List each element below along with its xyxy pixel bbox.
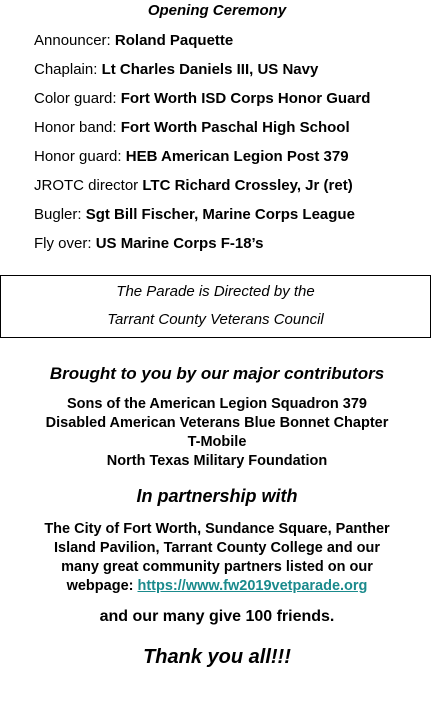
role-name: HEB American Legion Post 379: [125, 148, 349, 165]
contributors-heading: Brought to you by our major contributors: [49, 364, 385, 383]
partnership-heading: In partnership with: [136, 486, 298, 506]
role-label: Color guard:: [34, 90, 117, 107]
partnership-line-4: [0, 577, 434, 596]
parade-website-link[interactable]: https://www.fw2019vetparade.org: [137, 578, 368, 594]
role-label: Fly over:: [34, 235, 92, 252]
role-name: Roland Paquette: [114, 32, 234, 49]
role-row-bugler: [34, 204, 434, 233]
role-label: JROTC director: [34, 177, 139, 194]
parade-director-box: [0, 275, 431, 338]
role-row-chaplain: [34, 59, 434, 88]
role-name: Fort Worth Paschal High School: [120, 119, 350, 136]
role-name: LTC Richard Crossley, Jr (ret): [142, 177, 353, 194]
contributor-item: T-Mobile: [187, 434, 247, 450]
role-name: Fort Worth ISD Corps Honor Guard: [120, 90, 371, 107]
role-name: Sgt Bill Fischer, Marine Corps League: [85, 206, 355, 223]
parade-line-1: The Parade is Directed by the: [116, 283, 315, 300]
partnership-text: [0, 520, 434, 596]
role-name: Lt Charles Daniels III, US Navy: [101, 61, 319, 78]
role-row-announcer: [34, 30, 434, 59]
role-label: Chaplain:: [34, 61, 98, 78]
webpage-prefix: webpage:: [66, 578, 138, 594]
thank-you-line: Thank you all!!!: [143, 646, 291, 668]
role-name: US Marine Corps F-18’s: [95, 235, 264, 252]
role-row-honor-band: [34, 117, 434, 146]
partnership-line-1: The City of Fort Worth, Sundance Square, Panther: [44, 521, 390, 537]
contributor-item: Sons of the American Legion Squadron 379: [67, 396, 367, 412]
role-row-color-guard: [34, 88, 434, 117]
role-row-honor-guard: [34, 146, 434, 175]
partnership-line-2: Island Pavilion, Tarrant County College and our: [53, 540, 381, 556]
role-row-fly-over: [34, 233, 434, 262]
contributors-list: [0, 395, 434, 471]
role-label: Bugler:: [34, 206, 82, 223]
partnership-line-3: many great community partners listed on our: [61, 559, 373, 575]
parade-line-2: Tarrant County Veterans Council: [107, 311, 324, 328]
friends-line: and our many give 100 friends.: [99, 608, 335, 625]
role-label: Honor band:: [34, 119, 117, 136]
contributor-item: North Texas Military Foundation: [106, 453, 328, 469]
role-label: Honor guard:: [34, 148, 122, 165]
opening-ceremony-title: Opening Ceremony: [147, 2, 287, 19]
role-row-jrotc-director: [34, 175, 434, 204]
contributor-item: Disabled American Veterans Blue Bonnet Chapter: [45, 415, 389, 431]
role-label: Announcer:: [34, 32, 111, 49]
ceremony-roles-list: [34, 30, 434, 262]
